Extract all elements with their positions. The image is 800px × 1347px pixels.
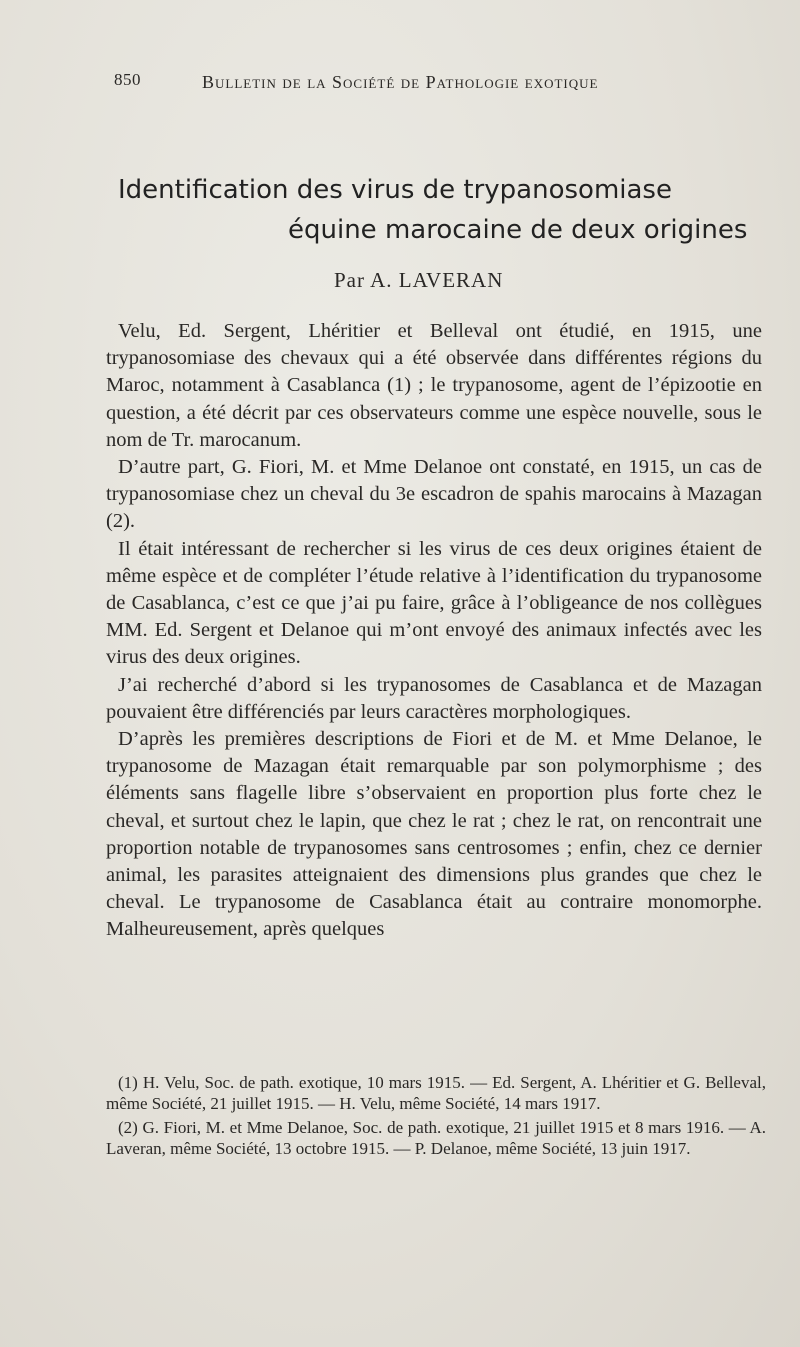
paragraph-1: Velu, Ed. Sergent, Lhéritier et Belleval ont étudié, en 1915, une trypanosomiase des chevaux qui a été observée dans différentes régions du Maroc, notamment à Casablanca (1) ; le trypanosome, agent de l’épizootie en question, a été décrit par ces observateurs comme une espèce nouvelle, sous le nom de Tr. marocanum. xyxy=(106,320,762,451)
footnotes xyxy=(106,1072,766,1162)
paragraph-2: D’autre part, G. Fiori, M. et Mme Delanoe ont constaté, en 1915, un cas de trypanosomiase chez un cheval du 3e escadron de spahis marocains à Mazagan (2). xyxy=(106,456,762,533)
article-title-line-1: Identification des virus de trypanosomiase xyxy=(118,175,672,205)
running-title: Bulletin de la Société de Pathologie exotique xyxy=(202,72,599,92)
article-author: Par A. LAVERAN xyxy=(334,268,504,292)
paragraph-3: Il était intéressant de rechercher si les virus de ces deux origines étaient de même espèce et de compléter l’étude relative à l’identification du trypanosome de Casablanca, c’est ce que j’ai pu faire, grâce à l’obligeance de nos collègues MM. Ed. Sergent et Delanoe qui m’ont envoyé des animaux infectés avec les virus des deux origines. xyxy=(106,537,762,669)
footnote-2: (2) G. Fiori, M. et Mme Delanoe, Soc. de path. exotique, 21 juillet 1915 et 8 mars 1916. — A. Laveran, même Société, 13 octobre 1915. — P. Delanoe, même Société, 13 juin 1917. xyxy=(106,1117,766,1159)
article-title-line-2: équine marocaine de deux origines xyxy=(288,215,748,245)
article-title xyxy=(118,170,778,250)
paragraph-5: D’après les premières descriptions de Fiori et de M. et Mme Delanoe, le trypanosome de Mazagan était remarquable par son polymorphisme ; des éléments sans flagelle libre s’observaient en proportion plus forte chez le cheval, et surtout chez le lapin, que chez le rat ; chez le rat, on rencontrait une proportion notable de trypanosomes sans centrosomes ; enfin, chez ce dernier animal, les parasites atteignaient des dimensions plus grandes que chez le cheval. Le trypanosome de Casablanca était au contraire monomorphe. Malheureusement, après quelques xyxy=(106,728,762,941)
paragraph-4: J’ai recherché d’abord si les trypanosomes de Casablanca et de Mazagan pouvaient être différenciés par leurs caractères morphologiques. xyxy=(106,673,762,723)
footnote-1: (1) H. Velu, Soc. de path. exotique, 10 mars 1915. — Ed. Sergent, A. Lhéritier et G. Belleval, même Société, 21 juillet 1915. — H. Velu, même Société, 14 mars 1917. xyxy=(106,1073,766,1114)
page-number: 850 xyxy=(114,70,141,89)
article-body xyxy=(106,318,762,944)
